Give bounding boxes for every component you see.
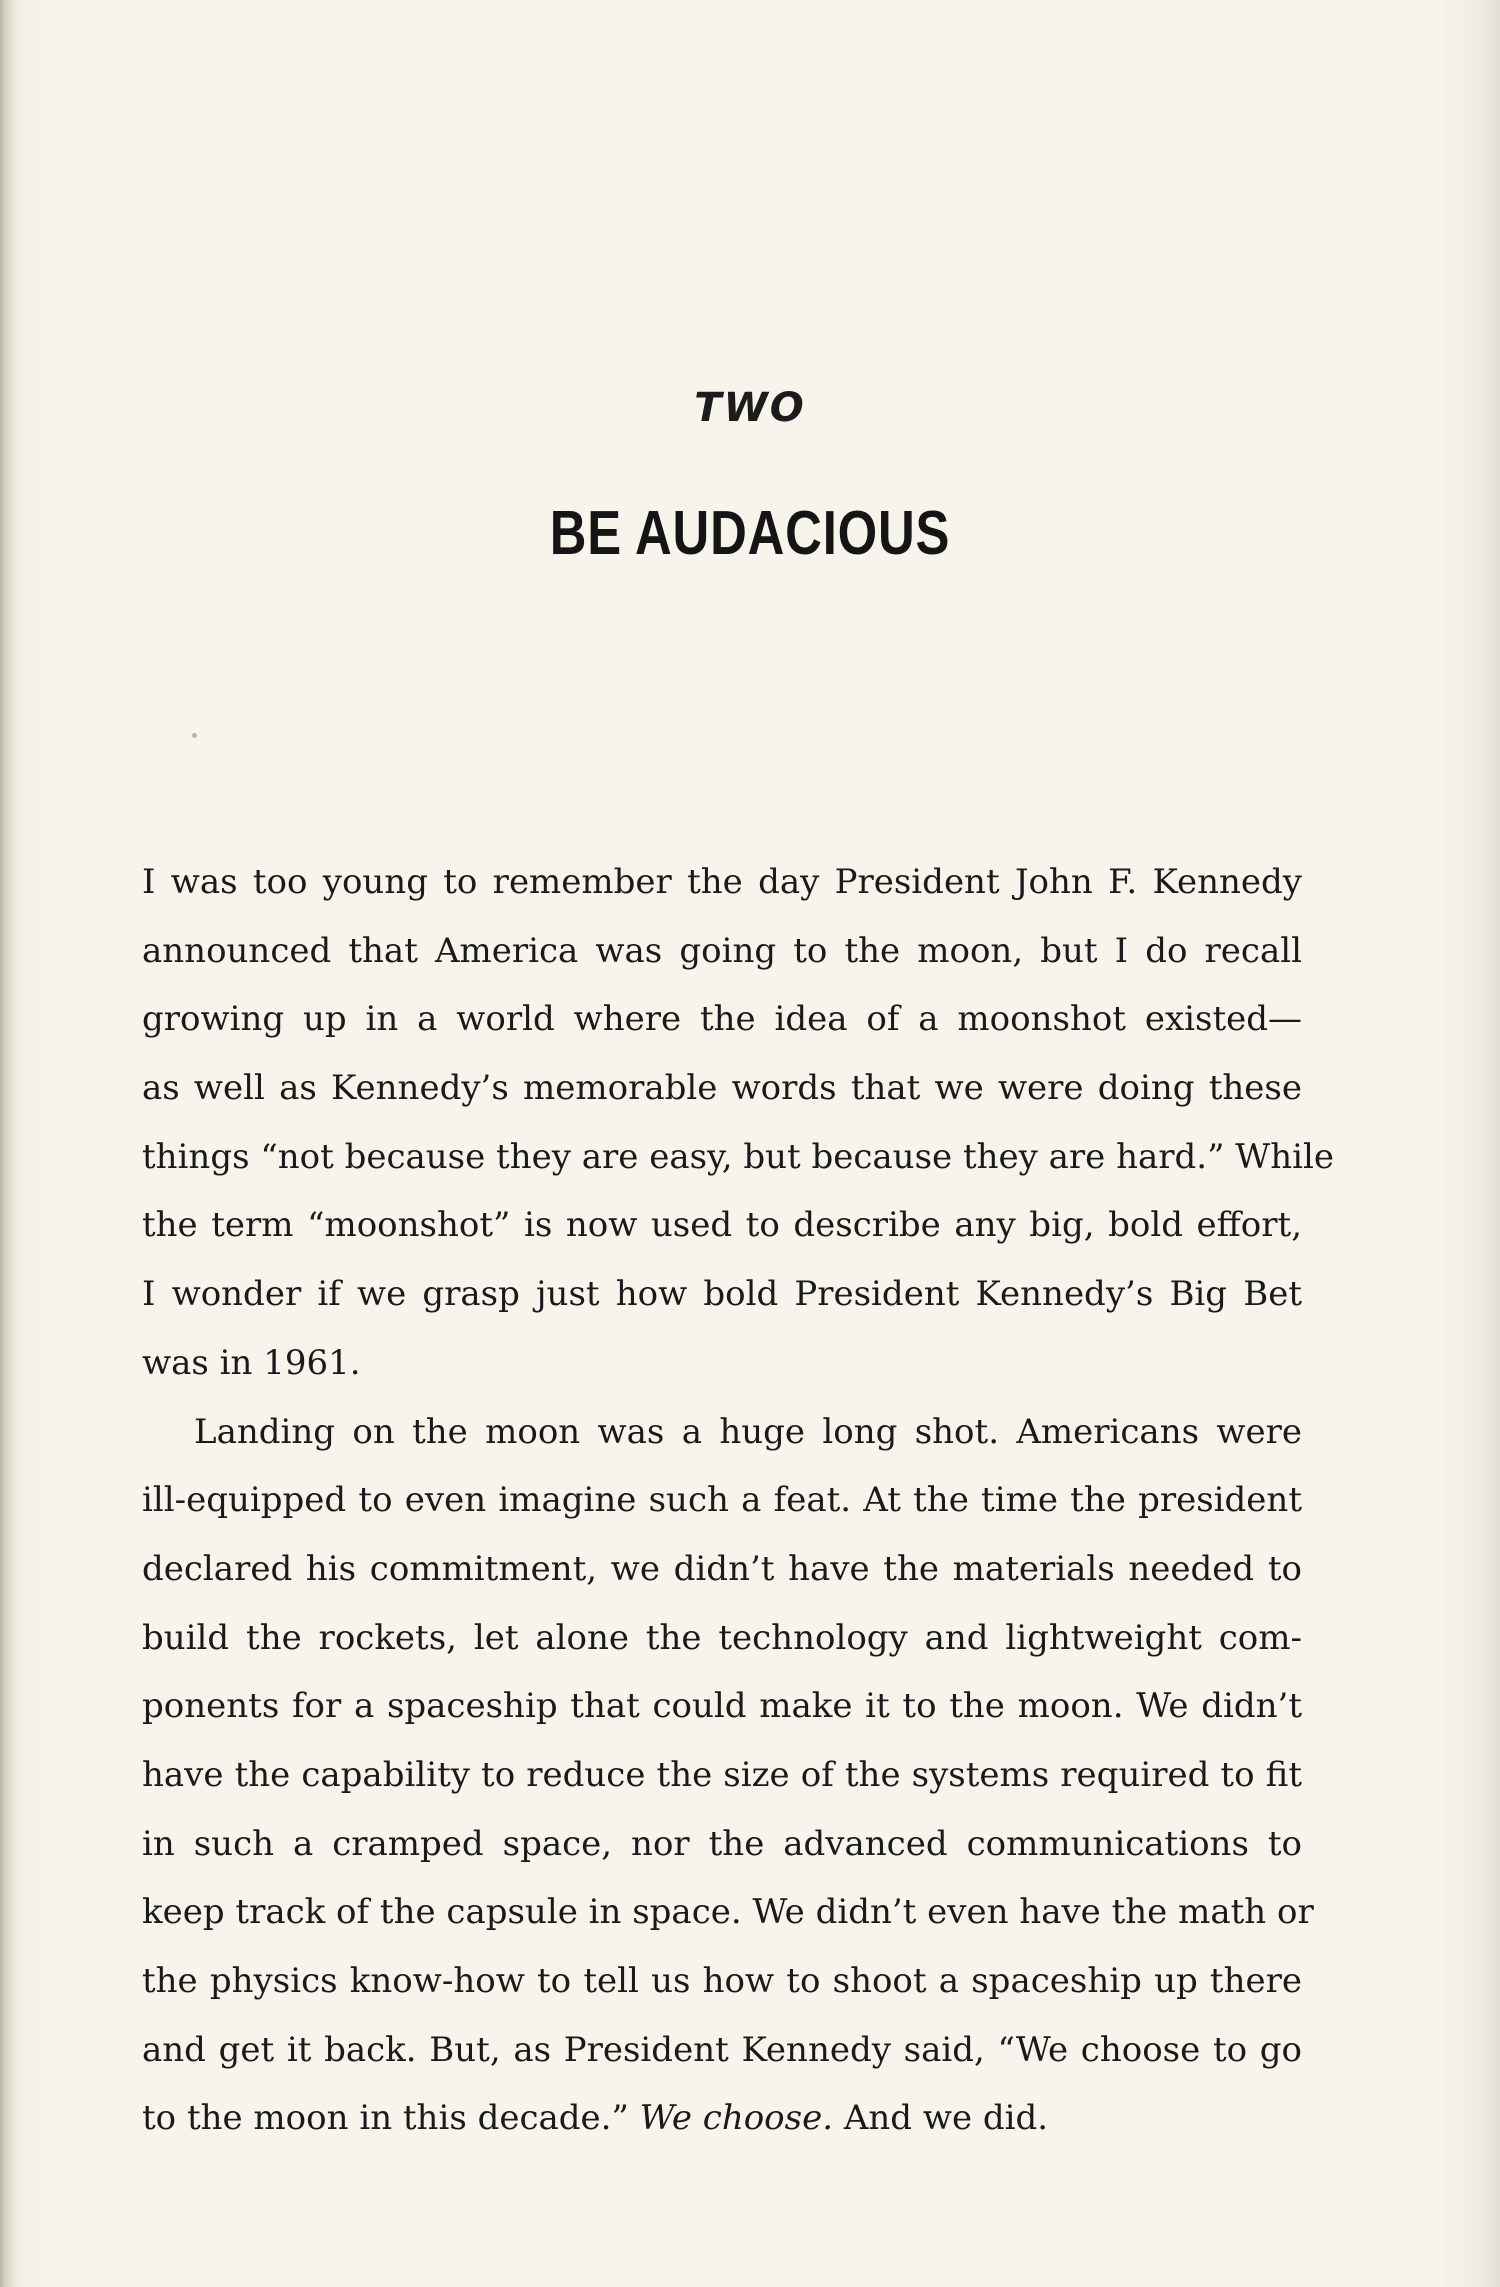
final-line-start: to the moon in this decade.” bbox=[142, 2098, 640, 2139]
text-line: as well as Kennedy’s memorable words that we were doing these bbox=[142, 1068, 1302, 1109]
final-text-line bbox=[142, 2084, 1302, 2153]
final-line-end: And we did. bbox=[833, 2098, 1049, 2139]
text-line: ill-equipped to even imagine such a feat. At the time the president bbox=[142, 1480, 1302, 1521]
paragraph-2 bbox=[142, 1398, 1314, 2154]
chapter-number: TWO bbox=[694, 385, 806, 431]
text-line: and get it back. But, as President Kennedy said, “We choose to go bbox=[142, 2029, 1302, 2070]
paragraph-1 bbox=[142, 848, 1334, 1398]
text-line: growing up in a world where the idea of a moonshot existed— bbox=[142, 999, 1302, 1040]
text-line: build the rockets, let alone the technology and lightweight com- bbox=[142, 1617, 1302, 1658]
text-line: things “not because they are easy, but because they are hard.” While bbox=[142, 1136, 1334, 1177]
text-line: the term “moonshot” is now used to describe any big, bold effort, bbox=[142, 1205, 1302, 1246]
text-line: announced that America was going to the moon, but I do recall bbox=[142, 930, 1302, 971]
text-line: Landing on the moon was a huge long shot. Americans were bbox=[194, 1411, 1302, 1452]
paper-speck bbox=[192, 733, 197, 738]
text-line: declared his commitment, we didn’t have the materials needed to bbox=[142, 1548, 1302, 1589]
text-line: I wonder if we grasp just how bold President Kennedy’s Big Bet bbox=[142, 1274, 1302, 1315]
text-line: I was too young to remember the day President John F. Kennedy bbox=[142, 862, 1302, 902]
text-line: the physics know-how to tell us how to shoot a spaceship up there bbox=[142, 1961, 1302, 2001]
text-line: was in 1961. bbox=[142, 1342, 361, 1383]
text-line: keep track of the capsule in space. We didn’t even have the math or bbox=[142, 1892, 1314, 1933]
text-line: in such a cramped space, nor the advanced communications to bbox=[142, 1823, 1302, 1864]
emphasis-we-choose: We choose. bbox=[639, 2098, 834, 2139]
chapter-body bbox=[142, 848, 1334, 2153]
chapter-title: BE AUDACIOUS bbox=[549, 499, 951, 568]
text-line: have the capability to reduce the size of the systems required to fit bbox=[142, 1754, 1302, 1795]
text-line: ponents for a spaceship that could make it to the moon. We didn’t bbox=[142, 1686, 1302, 1727]
